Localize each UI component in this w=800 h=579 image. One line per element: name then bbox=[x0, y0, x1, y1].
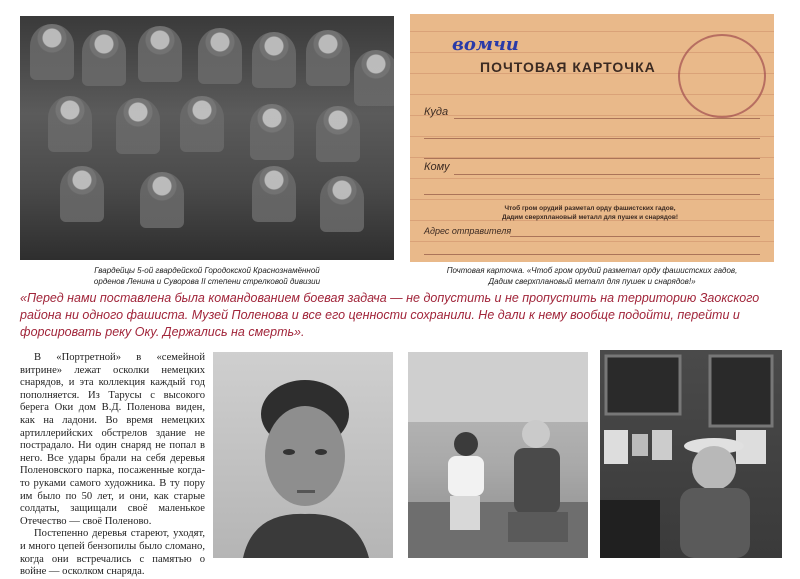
old-man-figure bbox=[600, 350, 782, 558]
postcard-title: ПОЧТОВАЯ КАРТОЧКА bbox=[480, 59, 656, 75]
young-man-portrait-photo bbox=[213, 352, 393, 558]
soldiers-group-photo bbox=[20, 16, 394, 260]
postcard-handwritten-top: вомчи bbox=[452, 34, 519, 55]
slogan-line: Дадим сверхплановый металл для пушек и снарядов! bbox=[501, 214, 679, 221]
caption-line: Гвардейцы 5-ой гвардейской Городокской Краснознамённой bbox=[94, 266, 320, 275]
boy-and-woman-photo bbox=[408, 352, 588, 558]
postcard-label-sender: Адрес отправителя bbox=[424, 226, 512, 236]
boy-and-woman-figures bbox=[408, 352, 588, 558]
portrait-figure bbox=[213, 352, 393, 558]
article-paragraph: В «Портретной» в «семейной витрине» лежат осколки немецких снарядов, и эта коллекция каждый год пополняется. Из Тарусы с высокого берега Оки дом В.Д. Поленова виден, как на ладони. Во время немецких артиллерийских обстрелов здание не пострадало. Ни один снаряд не попал в него. Все удары брали на себя деревья Поленовского парка, посаженные когда-то руками самого художника. В ту пору им было по 50 лет, и они, как старые солдаты, защищали своё маленькое Отечество — своё Поленово. bbox=[20, 352, 205, 527]
caption-line: Почтовая карточка. «Чтоб гром орудий разметал орду фашистских гадов, bbox=[446, 266, 738, 275]
postcard-image bbox=[410, 14, 774, 262]
postcard-label-recipient: Кому bbox=[424, 161, 450, 173]
slogan-line: Чтоб гром орудий разметал орду фашистских гадов, bbox=[504, 205, 676, 212]
caption-line: Дадим сверхплановый металл для пушек и снарядов!» bbox=[488, 277, 696, 286]
postmark-stamp bbox=[678, 34, 766, 118]
caption-line: орденов Ленина и Суворова II степени стрелковой дивизии bbox=[93, 277, 321, 286]
soldiers-photo-caption bbox=[20, 265, 394, 287]
article-text-column bbox=[20, 352, 205, 579]
old-man-interior-photo bbox=[600, 350, 782, 558]
postcard-caption bbox=[410, 265, 774, 287]
postcard-slogan bbox=[470, 204, 710, 222]
pull-quote: «Перед нами поставлена была командованием боевая задача — не допустить и не пропустить на территорию Заокского района ни одного фашиста. Музей Поленова и все его ценности сохранили. Не дали к нему вообще подойти, перейти и форсировать реку Оку. Держались на смерть». bbox=[20, 291, 760, 339]
postcard-label-to: Куда bbox=[424, 106, 449, 118]
article-paragraph: Постепенно деревья стареют, уходят, и много цепей бензопилы было сломано, когда они встречались с памятью о войне — осколком снаряда. bbox=[20, 528, 205, 578]
